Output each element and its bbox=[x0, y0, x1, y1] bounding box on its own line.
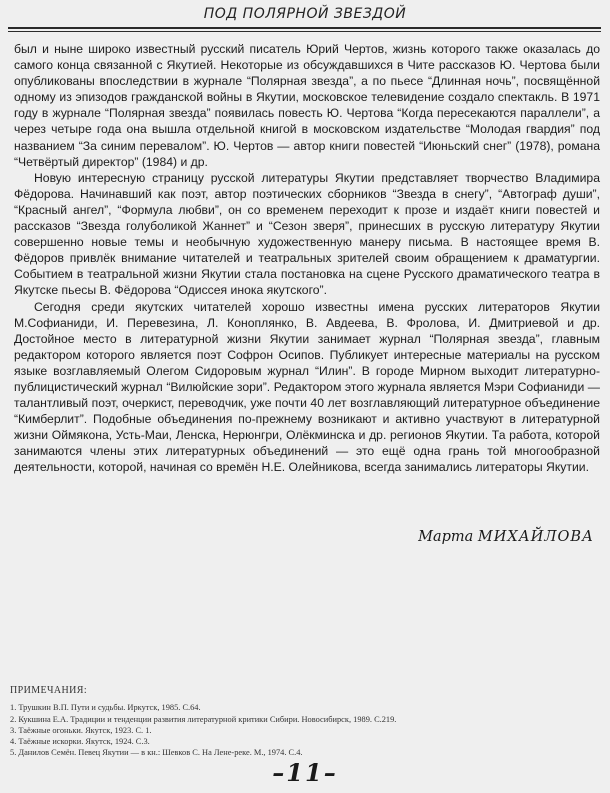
footnote-item: 4. Таёжные искорки. Якутск, 1924. С.3. bbox=[10, 737, 150, 747]
author-first-name: Марта bbox=[418, 529, 474, 545]
footnotes bbox=[10, 685, 600, 759]
footnotes-list bbox=[10, 702, 600, 758]
author-last-name: МИХАЙЛОВА bbox=[477, 529, 594, 545]
footnote-item: 5. Данилов Семён. Певец Якутии — в кн.: Шевков С. На Лене-реке. М., 1974. С.4. bbox=[10, 748, 303, 758]
page-number: –11– bbox=[272, 758, 338, 787]
footnote-item: 3. Таёжные огоньки. Якутск, 1923. С. 1. bbox=[10, 725, 152, 735]
paragraph-2: Новую интересную страницу русской литературы Якутии представляет творчество Владимира Фёдорова. Начинавший как поэт, автор поэтических сборников “Звезда в снегу”, “Автограф души”, “Красный ангел”, “Формула любви”, он со временем переходит к прозе и издаёт книги повестей и рассказов “Звезда голуболикой Жаннет” и “Сезон зверя”, принесших в русскую литературу Якутии совершенно новые темы и необычную художественную манеру письма. В настоящее время В. Фёдоров привлёк внимание читателей и театральных зрителей своим обращением к драматургии. Событием в театральной жизни Якутии стала постановка на сцене Русского драматического театра в Якутске пьесы В. Фёдорова “Одиссея инока якутского”. bbox=[14, 170, 600, 298]
paragraph-1: был и ныне широко известный русский писатель Юрий Чертов, жизнь которого также оказалась до самого конца связанной с Якутией. Некоторые из обсуждавшихся в Чите рассказов Ю. Чертова были опубликованы впоследствии в журнале “Полярная звезда”, а по пьесе “Длинная ночь”, посвящённой одному из эпизодов гражданской войны в Якутии, московское телевидение создало спектакль. В 1971 году в журнале “Полярная звезда” появилась повесть Ю. Чертова “Когда пересекаются параллели”, а через четыре года она вышла отдельной книгой в московском издательстве “Молодая гвардия” под названием “За синим перевалом”. Ю. Чертов — автор книги повестей “Июньский снег” (1978), романа “Четвёртый директор” (1984) и др. bbox=[14, 42, 600, 169]
footnote-item: 1. Трушкин В.П. Пути и судьбы. Иркутск, 1985. С.64. bbox=[10, 703, 201, 713]
paragraph-3: Сегодня среди якутских читателей хорошо известны имена русских литераторов Якутии М.Софианиди, И. Перевезина, Л. Коноплянко, В. Авдеева, В. Фролова, И. Дмитриевой и др. Достойное место в литературной жизни Якутии занимает журнал “Полярная звезда”, главным редактором которого является поэт Софрон Осипов. Публикует интересные материалы на русском языке возглавляемый Олегом Сидоровым журнал “Илин”. В городе Мирном выходит литературно-публицистический журнал “Вилюйские зори”. Редактором этого журнала является Мэри Софианиди — талантливый поэт, очеркист, переводчик, уже почти 40 лет возглавляющий литературное объединение “Кимберлит”. Подобные объединения по-прежнему возникают и активно участвуют в литературной жизни Оймякона, Усть-Маи, Ленска, Нерюнгри, Олёкминска и др. регионов Якутии. Та работа, которой занимаются члены этих литературных объединений — это ещё одна грань той многообразной деятельности, которой, начиная со времён Н.Е. Олейникова, всегда занимались литераторы Якутии. bbox=[14, 299, 600, 475]
running-header-title: ПОД ПОЛЯРНОЙ ЗВЕЗДОЙ bbox=[203, 6, 407, 22]
header-rule-bottom bbox=[8, 31, 601, 32]
author-signature bbox=[418, 529, 594, 545]
footnotes-title: ПРИМЕЧАНИЯ: bbox=[10, 685, 88, 696]
header-rule-top bbox=[8, 27, 601, 29]
article-body bbox=[14, 41, 600, 476]
running-header bbox=[0, 0, 610, 30]
footnote-item: 2. Кукшина Е.А. Традиции и тенденции развития литературной критики Сибири. Новосибирск, 1989. С.219. bbox=[10, 714, 397, 724]
